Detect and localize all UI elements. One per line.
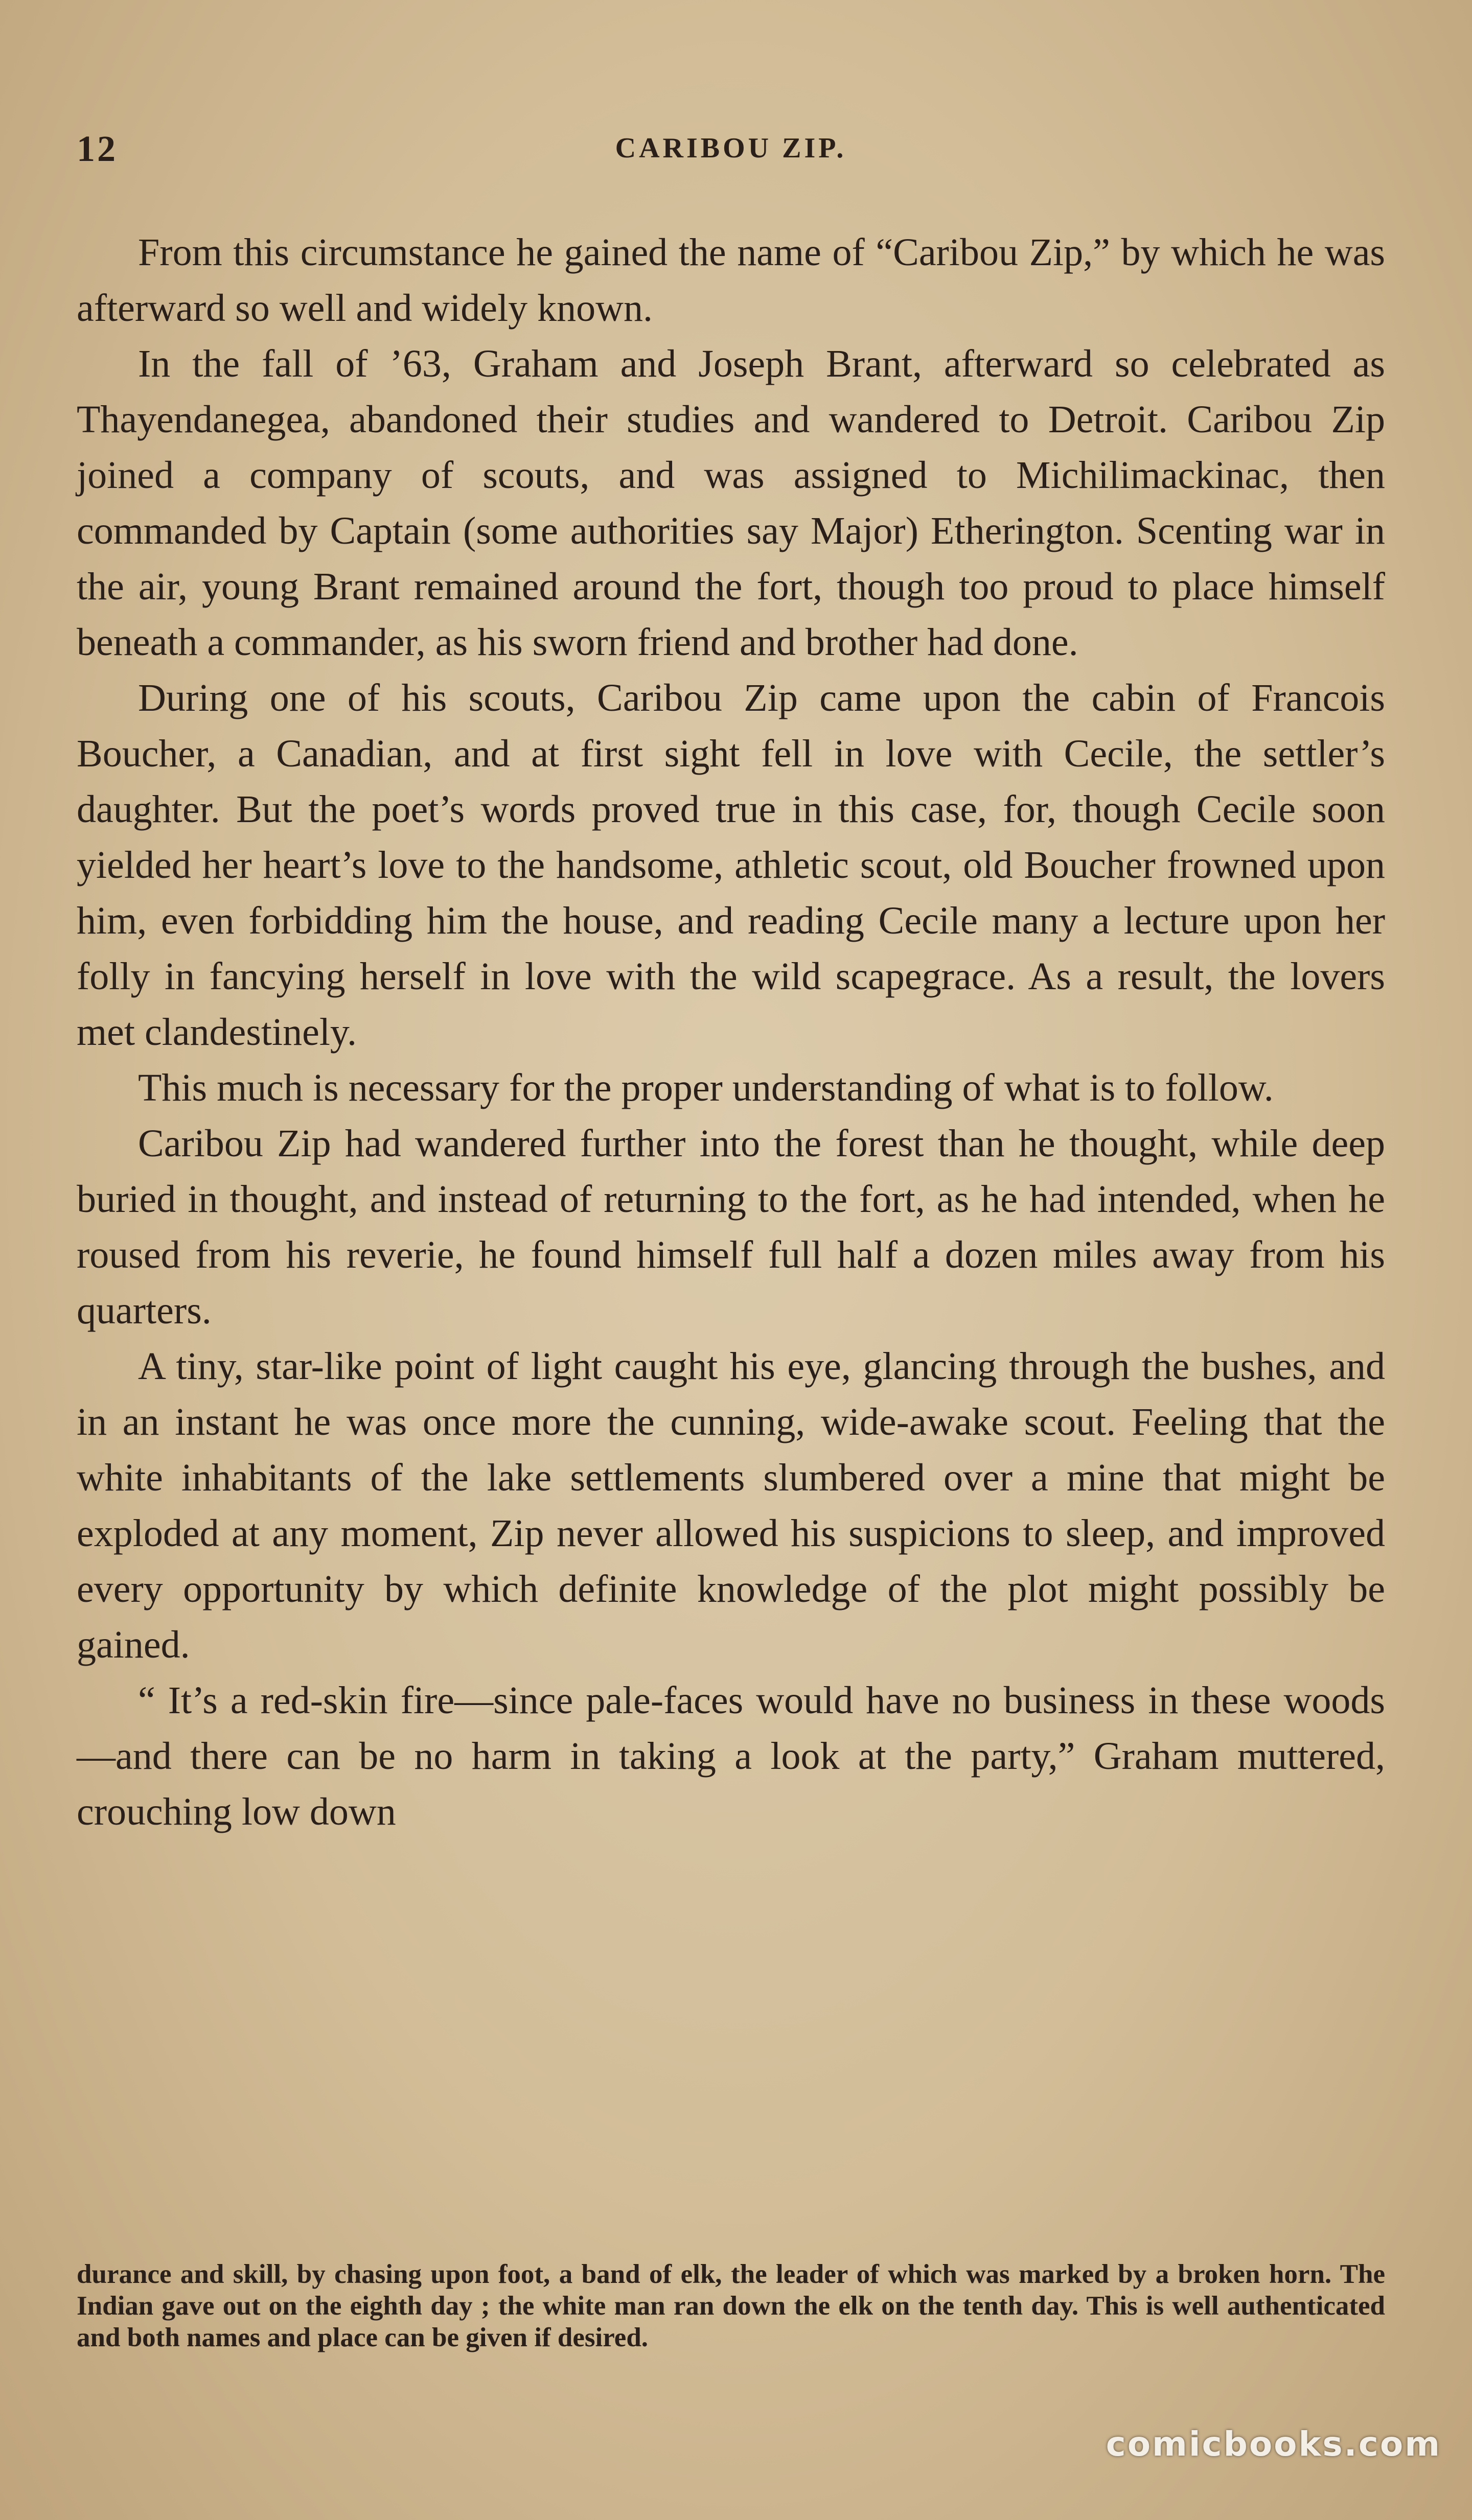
page-number: 12 <box>77 128 118 169</box>
paragraph: “ It’s a red-skin fire—since pale-faces would have no business in these woods—and there can be no harm in taking a look at the party,” Graham muttered, crouching low down <box>77 1679 1385 1833</box>
paragraph: This much is necessary for the proper understanding of what is to follow. <box>138 1066 1274 1109</box>
footnote-text: durance and skill, by chasing upon foot, a band of elk, the leader of which was marked by a broken horn. The Indian gave out on the eighth day ; the white man ran down the elk on the tenth day. This is well authenticated and both names and place can be given if desired. <box>77 2259 1385 2352</box>
paragraph: A tiny, star-like point of light caught his eye, glancing through the bushes, and in an instant he was once more the cunning, wide-awake scout. Feeling that the white inhabitants of the lake settlements slumbered over a mine that might be exploded at any moment, Zip never allowed his suspicions to sleep, and improved every opportunity by which definite knowledge of the plot might possibly be gained. <box>77 1345 1385 1666</box>
footnote <box>77 2258 1385 2353</box>
paragraph: During one of his scouts, Caribou Zip came upon the cabin of Francois Boucher, a Canadian, and at first sight fell in love with Cecile, the settler’s daughter. But the poet’s words proved true in this case, for, though Cecile soon yielded her heart’s love to the handsome, athletic scout, old Boucher frowned upon him, even forbidding him the house, and reading Cecile many a lecture upon her folly in fancying herself in love with the wild scapegrace. As a result, the lovers met clandestinely. <box>77 676 1385 1054</box>
paragraph: From this circumstance he gained the name of “Caribou Zip,” by which he was afterward so well and widely known. <box>77 231 1385 330</box>
paragraph: Caribou Zip had wandered further into the forest than he thought, while deep buried in thought, and instead of returning to the fort, as he had intended, when he roused from his reverie, he found himself full half a dozen miles away from his quarters. <box>77 1122 1385 1332</box>
body-text <box>77 225 1385 1840</box>
paragraph: In the fall of ’63, Graham and Joseph Brant, afterward so celebrated as Thayendanegea, abandoned their studies and wandered to Detroit. Caribou Zip joined a company of scouts, and was assigned to Michilimackinac, then commanded by Captain (some authorities say Major) Etherington. Scenting war in the air, young Brant remained around the fort, though too proud to place himself beneath a commander, as his sworn friend and brother had done. <box>77 342 1385 664</box>
page-header <box>77 128 1385 169</box>
running-head: CARIBOU ZIP. <box>615 132 847 164</box>
watermark: comicbooks.com <box>1106 2424 1441 2464</box>
